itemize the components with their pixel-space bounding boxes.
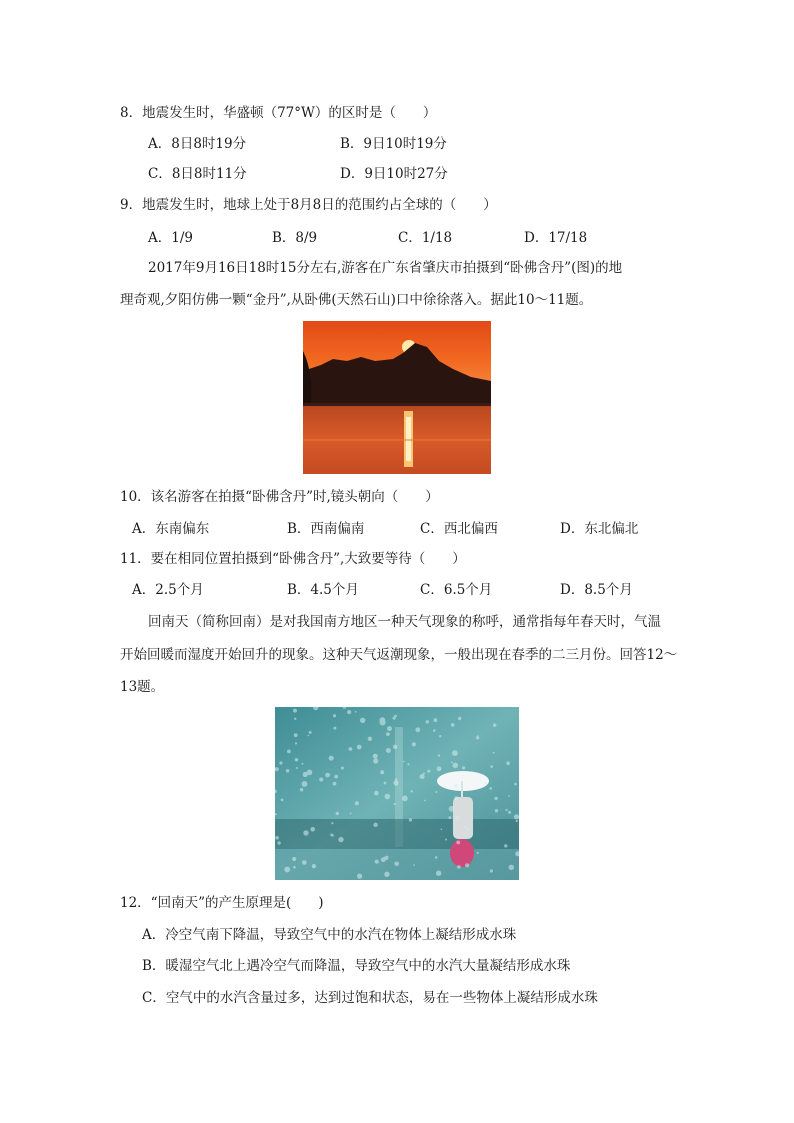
- q8-option-c: C．8日8时11分: [148, 166, 247, 182]
- q10-option-a: A．东南偏东: [132, 521, 210, 537]
- q8-option-d: D．9日10时27分: [340, 166, 448, 182]
- q8-option-b: B．9日10时19分: [340, 136, 447, 152]
- q10-option-c: C．西北偏西: [420, 521, 498, 537]
- passage2-line1: 回南天（简称回南）是对我国南方地区一种天气现象的称呼，通常指每年春天时，气温: [148, 614, 661, 630]
- q10-stem: 10．该名游客在拍摄“卧佛含丹”时,镜头朝向（ ）: [120, 489, 439, 505]
- q9-stem: 9．地震发生时，地球上处于8月8日的范围约占全球的（ ）: [120, 197, 497, 213]
- q12-option-c: C．空气中的水汽含量过多，达到过饱和状态，易在一些物体上凝结形成水珠: [142, 990, 598, 1006]
- q9-option-c: C．1/18: [398, 230, 453, 246]
- q8-stem: 8．地震发生时，华盛顿（77°W）的区时是（ ）: [120, 105, 437, 121]
- q12-stem: 12．“回南天”的产生原理是( ): [120, 895, 324, 911]
- q11-option-a: A．2.5个月: [132, 582, 204, 598]
- q11-option-c: C．6.5个月: [420, 582, 493, 598]
- q12-option-a: A．冷空气南下降温，导致空气中的水汽在物体上凝结形成水珠: [142, 927, 517, 943]
- q9-option-b: B．8/9: [272, 230, 318, 246]
- sunset-photo: [303, 321, 491, 474]
- rainy-window-photo: [275, 707, 519, 880]
- q9-option-d: D．17/18: [524, 230, 588, 246]
- q11-option-b: B．4.5个月: [287, 582, 359, 598]
- q12-option-b: B．暖湿空气北上遇冷空气而降温，导致空气中的水汽大量凝结形成水珠: [142, 958, 571, 974]
- q9-option-a: A．1/9: [148, 230, 193, 246]
- passage2-line3: 13题。: [120, 679, 165, 695]
- q11-option-d: D．8.5个月: [560, 582, 633, 598]
- q10-option-d: D．东北偏北: [560, 521, 639, 537]
- q8-option-a: A．8日8时19分: [148, 136, 247, 152]
- q11-stem: 11．要在相同位置拍摄到“卧佛含丹”,大致要等待（ ）: [120, 551, 466, 567]
- q10-option-b: B．西南偏南: [287, 521, 365, 537]
- passage1-line2: 理奇观,夕阳仿佛一颗“金丹”,从卧佛(天然石山)口中徐徐落入。据此10～11题。: [120, 292, 593, 308]
- passage1-line1: 2017年9月16日18时15分左右,游客在广东省肇庆市拍摄到“卧佛含丹”(图)的地: [148, 260, 623, 276]
- passage2-line2: 开始回暖而湿度开始回升的现象。这种天气返潮现象，一般出现在春季的二三月份。回答12～: [120, 647, 678, 663]
